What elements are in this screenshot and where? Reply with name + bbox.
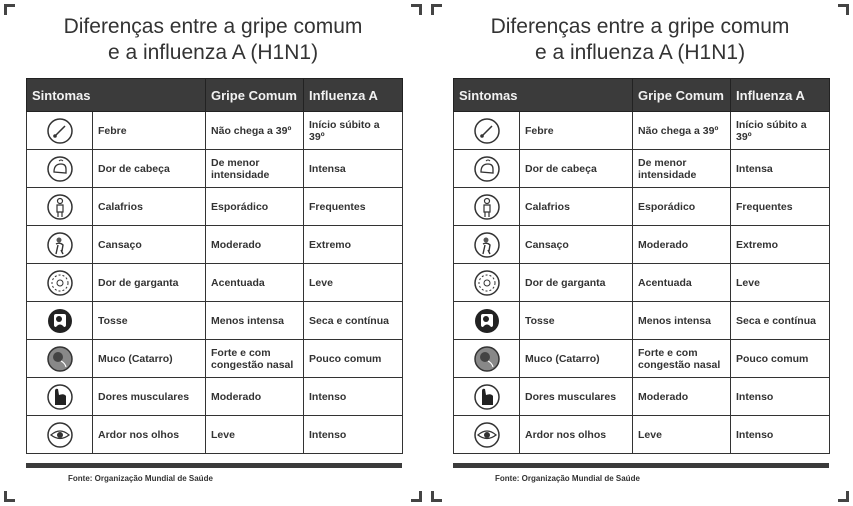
header-influenza-a: Influenza A — [731, 79, 830, 112]
footer-divider — [26, 463, 402, 468]
table-row — [454, 226, 830, 264]
symptom-name: Calafrios — [93, 188, 206, 226]
symptom-name: Tosse — [520, 302, 633, 340]
symptom-icon-cell — [27, 188, 93, 226]
symptom-name: Dor de garganta — [520, 264, 633, 302]
gripe-comum-value: Forte e com congestão nasal — [206, 340, 304, 378]
table-row — [454, 378, 830, 416]
corner-mark-bl — [4, 491, 15, 502]
thermometer-icon — [46, 117, 74, 145]
chills-person-icon — [46, 193, 74, 221]
influenza-a-value: Intenso — [304, 378, 403, 416]
gripe-comum-value: De menor intensidade — [633, 150, 731, 188]
table-header-row — [27, 79, 403, 112]
headache-icon — [473, 155, 501, 183]
influenza-a-value: Intenso — [304, 416, 403, 454]
title-line: Diferenças entre a gripe comum — [63, 15, 363, 38]
table-row — [27, 302, 403, 340]
table-row — [454, 416, 830, 454]
gripe-comum-value: Menos intensa — [206, 302, 304, 340]
tired-person-icon — [46, 231, 74, 259]
symptom-name: Cansaço — [520, 226, 633, 264]
table-row — [454, 188, 830, 226]
influenza-a-value: Extremo — [731, 226, 830, 264]
influenza-a-value: Início súbito a 39º — [731, 112, 830, 150]
table-row — [454, 302, 830, 340]
influenza-a-value: Intenso — [731, 378, 830, 416]
gripe-comum-value: De menor intensidade — [206, 150, 304, 188]
page-title — [427, 14, 853, 66]
symptom-icon-cell — [454, 340, 520, 378]
title-line: e a influenza A (H1N1) — [534, 41, 746, 64]
corner-mark-bl — [431, 491, 442, 502]
symptom-icon-cell — [27, 302, 93, 340]
table-row — [454, 150, 830, 188]
influenza-a-value: Pouco comum — [304, 340, 403, 378]
header-sintomas: Sintomas — [454, 79, 633, 112]
gripe-comum-value: Moderado — [633, 378, 731, 416]
table-row — [27, 188, 403, 226]
gripe-comum-value: Acentuada — [206, 264, 304, 302]
symptom-icon-cell — [27, 340, 93, 378]
table-row — [27, 226, 403, 264]
cough-icon — [46, 307, 74, 335]
muscle-arm-icon — [473, 383, 501, 411]
symptom-name: Dor de cabeça — [93, 150, 206, 188]
page-title — [0, 14, 426, 66]
source-caption: Fonte: Organização Mundial de Saúde — [495, 474, 640, 483]
symptom-icon-cell — [454, 416, 520, 454]
eye-icon — [46, 421, 74, 449]
header-gripe-comum: Gripe Comum — [206, 79, 304, 112]
influenza-a-value: Seca e contínua — [304, 302, 403, 340]
gripe-comum-value: Moderado — [206, 378, 304, 416]
table-row — [454, 340, 830, 378]
footer-divider — [453, 463, 829, 468]
influenza-a-value: Intenso — [731, 416, 830, 454]
influenza-a-value: Seca e contínua — [731, 302, 830, 340]
title-line: Diferenças entre a gripe comum — [490, 15, 790, 38]
nose-mucus-icon — [46, 345, 74, 373]
thermometer-icon — [473, 117, 501, 145]
influenza-a-value: Leve — [731, 264, 830, 302]
title-line: e a influenza A (H1N1) — [107, 41, 319, 64]
table-row — [454, 264, 830, 302]
symptom-name: Dores musculares — [520, 378, 633, 416]
table-row — [27, 150, 403, 188]
symptom-name: Ardor nos olhos — [93, 416, 206, 454]
symptom-icon-cell — [454, 302, 520, 340]
gripe-comum-value: Moderado — [633, 226, 731, 264]
chills-person-icon — [473, 193, 501, 221]
symptom-name: Dores musculares — [93, 378, 206, 416]
eye-icon — [473, 421, 501, 449]
gripe-comum-value: Esporádico — [633, 188, 731, 226]
corner-mark-br — [411, 491, 422, 502]
symptom-icon-cell — [454, 264, 520, 302]
symptom-icon-cell — [27, 226, 93, 264]
gripe-comum-value: Esporádico — [206, 188, 304, 226]
source-caption: Fonte: Organização Mundial de Saúde — [68, 474, 213, 483]
throat-icon — [46, 269, 74, 297]
symptom-name: Febre — [520, 112, 633, 150]
gripe-comum-value: Não chega a 39º — [633, 112, 731, 150]
headache-icon — [46, 155, 74, 183]
symptoms-table — [453, 78, 830, 454]
symptom-name: Tosse — [93, 302, 206, 340]
symptom-name: Febre — [93, 112, 206, 150]
table-row — [27, 112, 403, 150]
symptom-icon-cell — [27, 112, 93, 150]
gripe-comum-value: Leve — [633, 416, 731, 454]
symptom-icon-cell — [27, 416, 93, 454]
header-sintomas: Sintomas — [27, 79, 206, 112]
influenza-a-value: Início súbito a 39º — [304, 112, 403, 150]
gripe-comum-value: Menos intensa — [633, 302, 731, 340]
symptom-icon-cell — [454, 150, 520, 188]
influenza-a-value: Extremo — [304, 226, 403, 264]
throat-icon — [473, 269, 501, 297]
symptom-icon-cell — [454, 112, 520, 150]
influenza-a-value: Frequentes — [731, 188, 830, 226]
symptom-icon-cell — [454, 188, 520, 226]
table-header-row — [454, 79, 830, 112]
influenza-a-value: Intensa — [731, 150, 830, 188]
influenza-a-value: Leve — [304, 264, 403, 302]
symptom-name: Ardor nos olhos — [520, 416, 633, 454]
symptom-icon-cell — [27, 150, 93, 188]
symptom-name: Dor de garganta — [93, 264, 206, 302]
nose-mucus-icon — [473, 345, 501, 373]
influenza-a-value: Frequentes — [304, 188, 403, 226]
symptom-icon-cell — [27, 378, 93, 416]
symptom-name: Calafrios — [520, 188, 633, 226]
table-row — [27, 416, 403, 454]
symptom-name: Muco (Catarro) — [93, 340, 206, 378]
gripe-comum-value: Não chega a 39º — [206, 112, 304, 150]
header-influenza-a: Influenza A — [304, 79, 403, 112]
tired-person-icon — [473, 231, 501, 259]
symptom-icon-cell — [454, 226, 520, 264]
table-row — [454, 112, 830, 150]
influenza-a-value: Intensa — [304, 150, 403, 188]
table-row — [27, 378, 403, 416]
symptom-name: Muco (Catarro) — [520, 340, 633, 378]
symptom-name: Cansaço — [93, 226, 206, 264]
gripe-comum-value: Leve — [206, 416, 304, 454]
symptoms-table — [26, 78, 403, 454]
symptom-icon-cell — [27, 264, 93, 302]
gripe-comum-value: Moderado — [206, 226, 304, 264]
cough-icon — [473, 307, 501, 335]
gripe-comum-value: Acentuada — [633, 264, 731, 302]
gripe-comum-value: Forte e com congestão nasal — [633, 340, 731, 378]
muscle-arm-icon — [46, 383, 74, 411]
symptom-card-left — [0, 0, 426, 506]
corner-mark-br — [838, 491, 849, 502]
influenza-a-value: Pouco comum — [731, 340, 830, 378]
symptom-name: Dor de cabeça — [520, 150, 633, 188]
table-row — [27, 264, 403, 302]
symptom-card-right — [427, 0, 853, 506]
symptom-icon-cell — [454, 378, 520, 416]
header-gripe-comum: Gripe Comum — [633, 79, 731, 112]
table-row — [27, 340, 403, 378]
